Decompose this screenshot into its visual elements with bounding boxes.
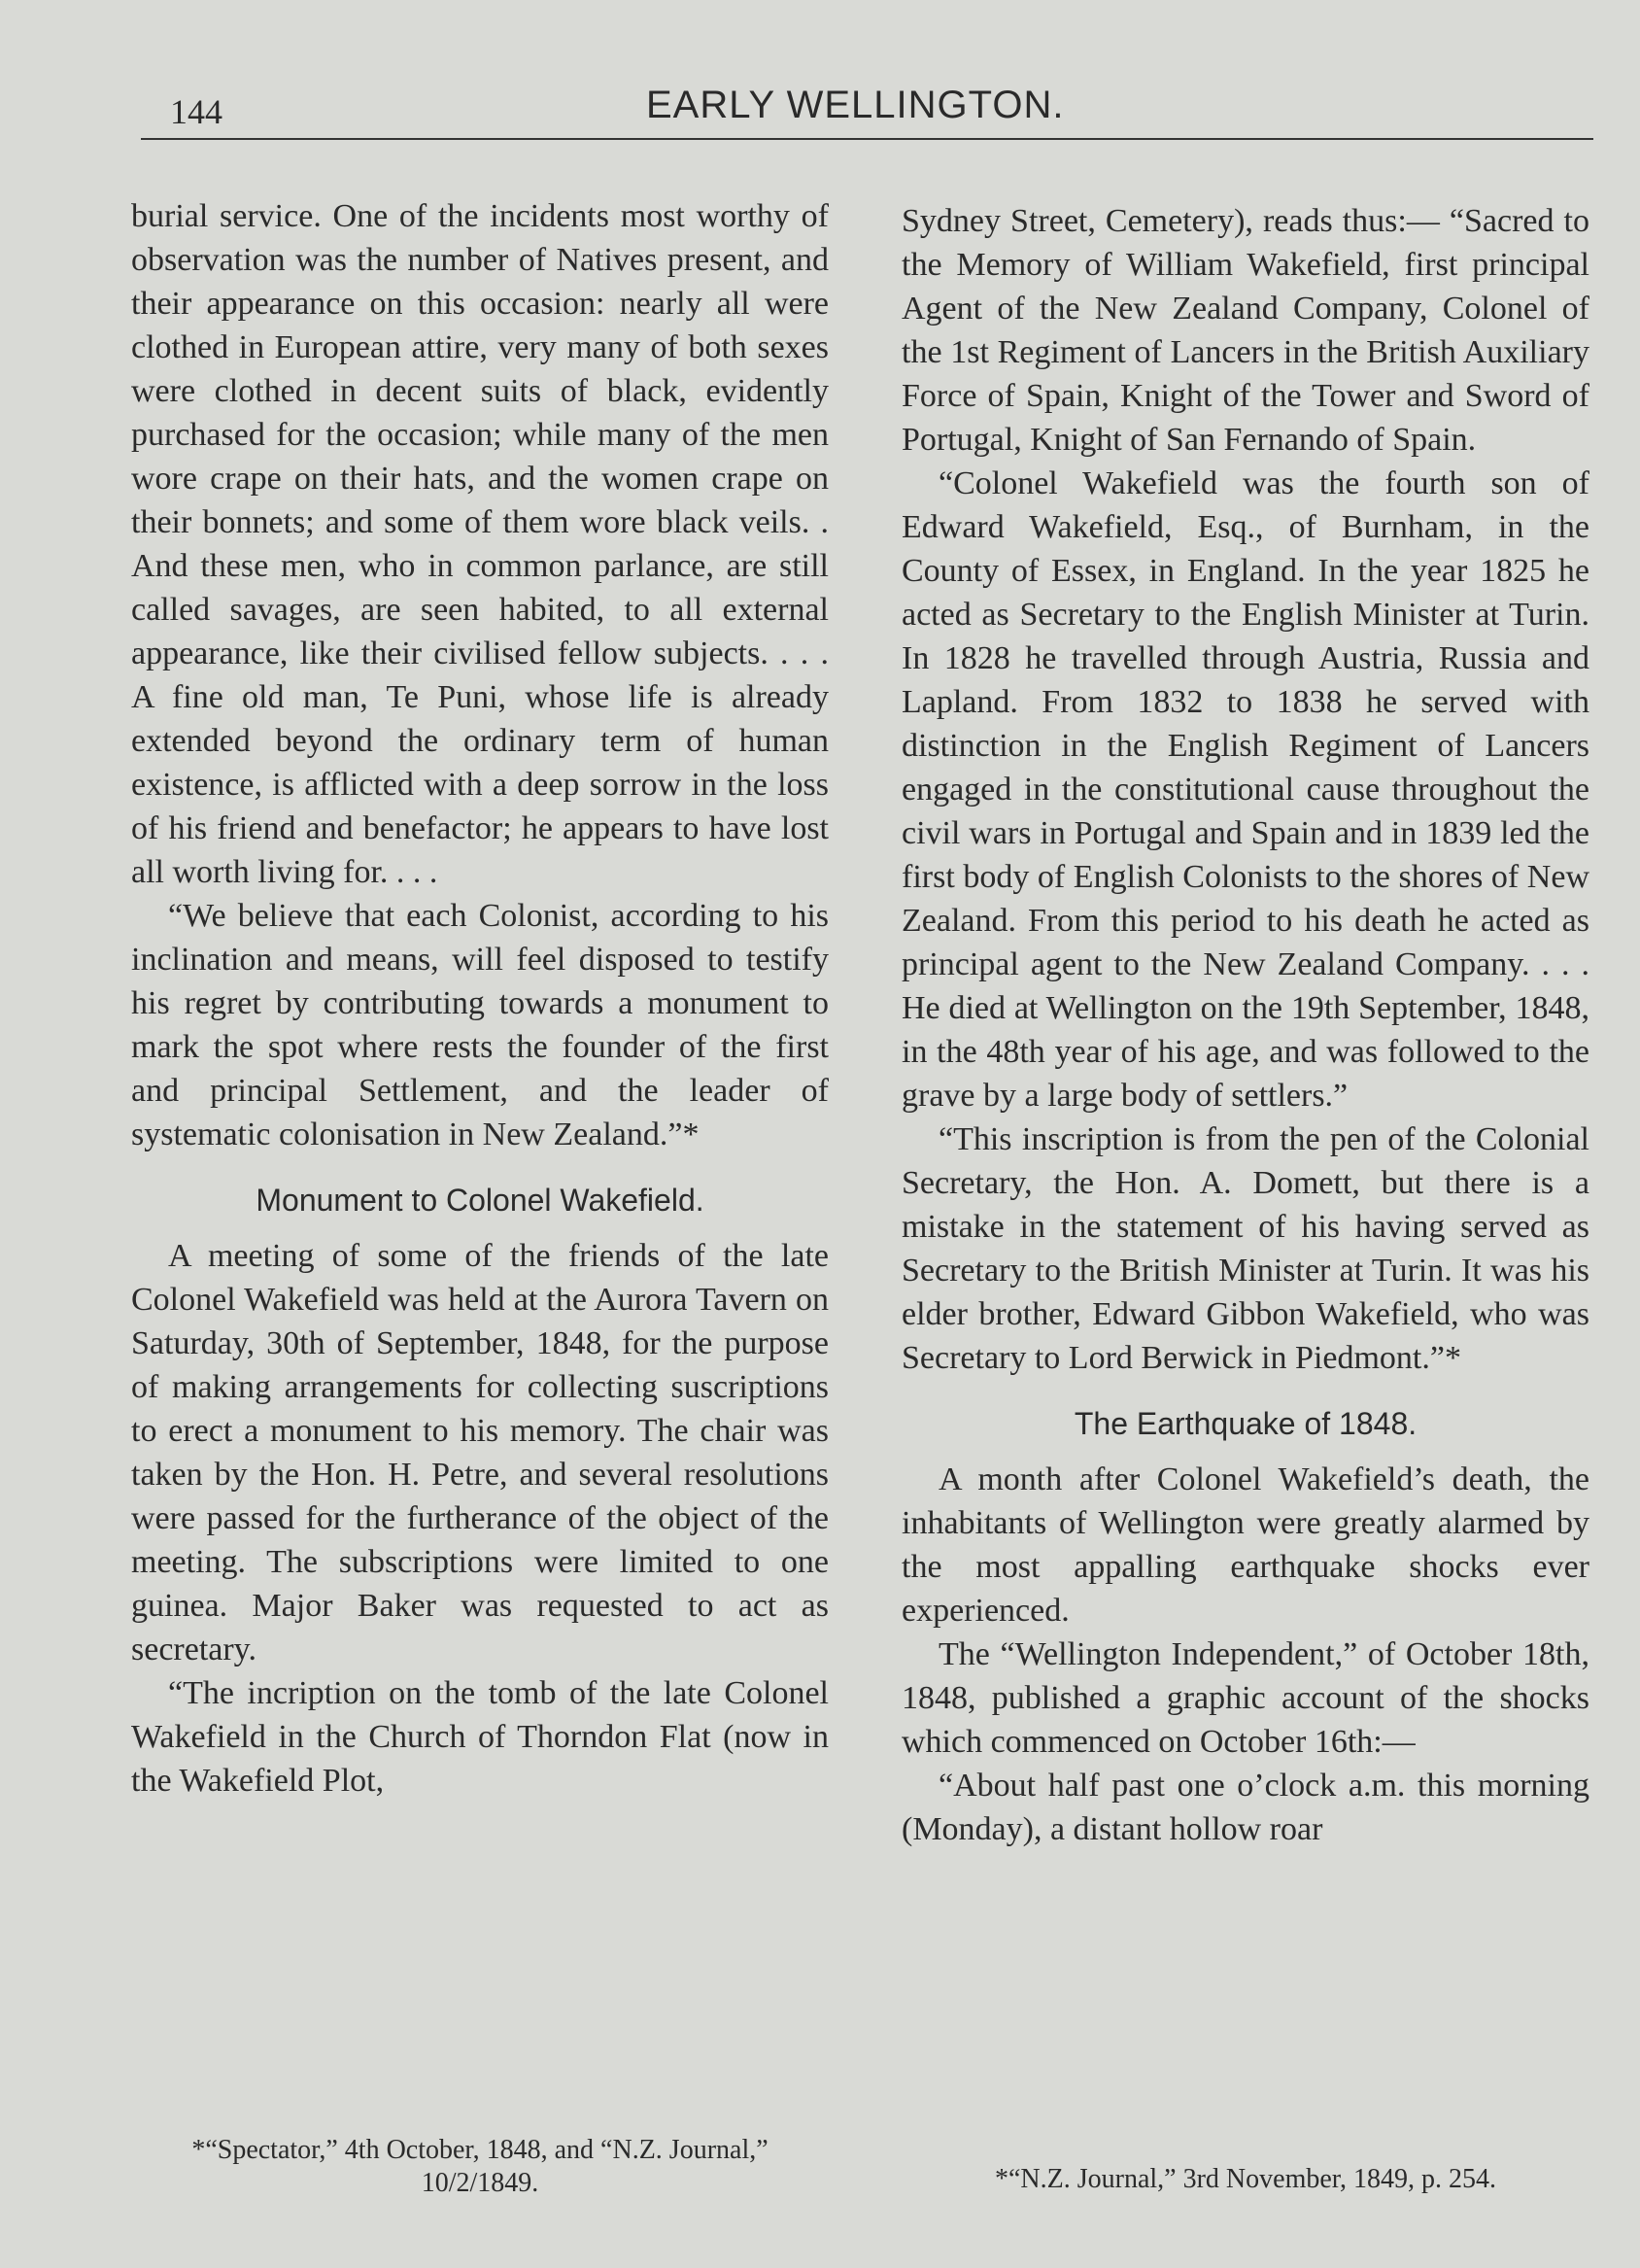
page-header — [141, 84, 1593, 138]
right-column — [902, 199, 1589, 1851]
page-number: 144 — [170, 92, 222, 131]
paragraph: “The incription on the tomb of the late Colonel Wakefield in the Church of Thorndon Flat (now in the Wakefield Plot, — [131, 1675, 829, 1799]
paragraph: “We believe that each Colonist, according to his inclination and means, will feel disposed to testify his regret by contributing towards a monument to mark the spot where rests the founder of the first and principal Settlement, and the leader of systematic colonisation in New Zealand.”* — [131, 898, 829, 1152]
paragraph: “About half past one o’clock a.m. this morning (Monday), a distant hollow roar — [902, 1768, 1589, 1847]
section-heading: Monument to Colonel Wakefield. — [256, 1183, 704, 1218]
footnote: *“Spectator,” 4th October, 1848, and “N.Z. Journal,” 10/2/1849. — [191, 2135, 769, 2198]
paragraph: A month after Colonel Wakefield’s death, the inhabitants of Wellington were greatly alarmed by the most appalling earthquake shocks ever experienced. — [902, 1461, 1589, 1629]
footnote: *“N.Z. Journal,” 3rd November, 1849, p. 254. — [995, 2164, 1496, 2194]
paragraph: Sydney Street, Cemetery), reads thus:— “Sacred to the Memory of William Wakefield, first principal Agent of the New Zealand Company, Colonel of the 1st Regiment of Lancers in the British Auxiliary Force of Spain, Knight of the Tower and Sword of Portugal, Knight of San Fernando of Spain. — [902, 203, 1589, 458]
section-heading: The Earthquake of 1848. — [1074, 1406, 1418, 1441]
running-title: EARLY WELLINGTON. — [646, 84, 1065, 126]
paragraph: “This inscription is from the pen of the Colonial Secretary, the Hon. A. Domett, but there is a mistake in the statement of his having served as Secretary to the British Minister at Turin. It was his elder brother, Edward Gibbon Wakefield, who was Secretary to Lord Berwick in Piedmont.”* — [902, 1121, 1589, 1376]
paragraph: The “Wellington Independent,” of October 18th, 1848, published a graphic account of the shocks which commenced on October 16th:— — [902, 1636, 1589, 1760]
paragraph: A meeting of some of the friends of the late Colonel Wakefield was held at the Aurora Tavern on Saturday, 30th of September, 1848, for the purpose of making arrangements for collecting suscriptions to erect a monument to his memory. The chair was taken by the Hon. H. Petre, and several resolutions were passed for the furtherance of the object of the meeting. The subscriptions were limited to one guinea. Major Baker was requested to act as secretary. — [131, 1238, 829, 1667]
paragraph: burial service. One of the incidents most worthy of observation was the number of Natives present, and their appearance on this occasion: nearly all were clothed in European attire, very many of both sexes were clothed in decent suits of black, evidently purchased for the occasion; while many of the men wore crape on their hats, and the women crape on their bonnets; and some of them wore black veils. . And these men, who in common parlance, are still called savages, are seen habited, to all external appearance, like their civilised fellow subjects. . . . A fine old man, Te Puni, whose life is already extended beyond the ordinary term of human existence, is afflicted with a deep sorrow in the loss of his friend and benefactor; he appears to have lost all worth living for. . . . — [131, 198, 829, 890]
paragraph: “Colonel Wakefield was the fourth son of Edward Wakefield, Esq., of Burnham, in the County of Essex, in England. In the year 1825 he acted as Secretary to the English Minister at Turin. In 1828 he travelled through Austria, Russia and Lapland. From 1832 to 1838 he served with distinction in the English Regiment of Lancers engaged in the constitutional cause throughout the civil wars in Portugal and Spain and in 1839 led the first body of English Colonists to the shores of New Zealand. From this period to his death he acted as principal agent to the New Zealand Company. . . . He died at Wellington on the 19th September, 1848, in the 48th year of his age, and was followed to the grave by a large body of settlers.” — [902, 465, 1589, 1114]
header-rule — [141, 138, 1593, 140]
left-column — [131, 194, 829, 1803]
